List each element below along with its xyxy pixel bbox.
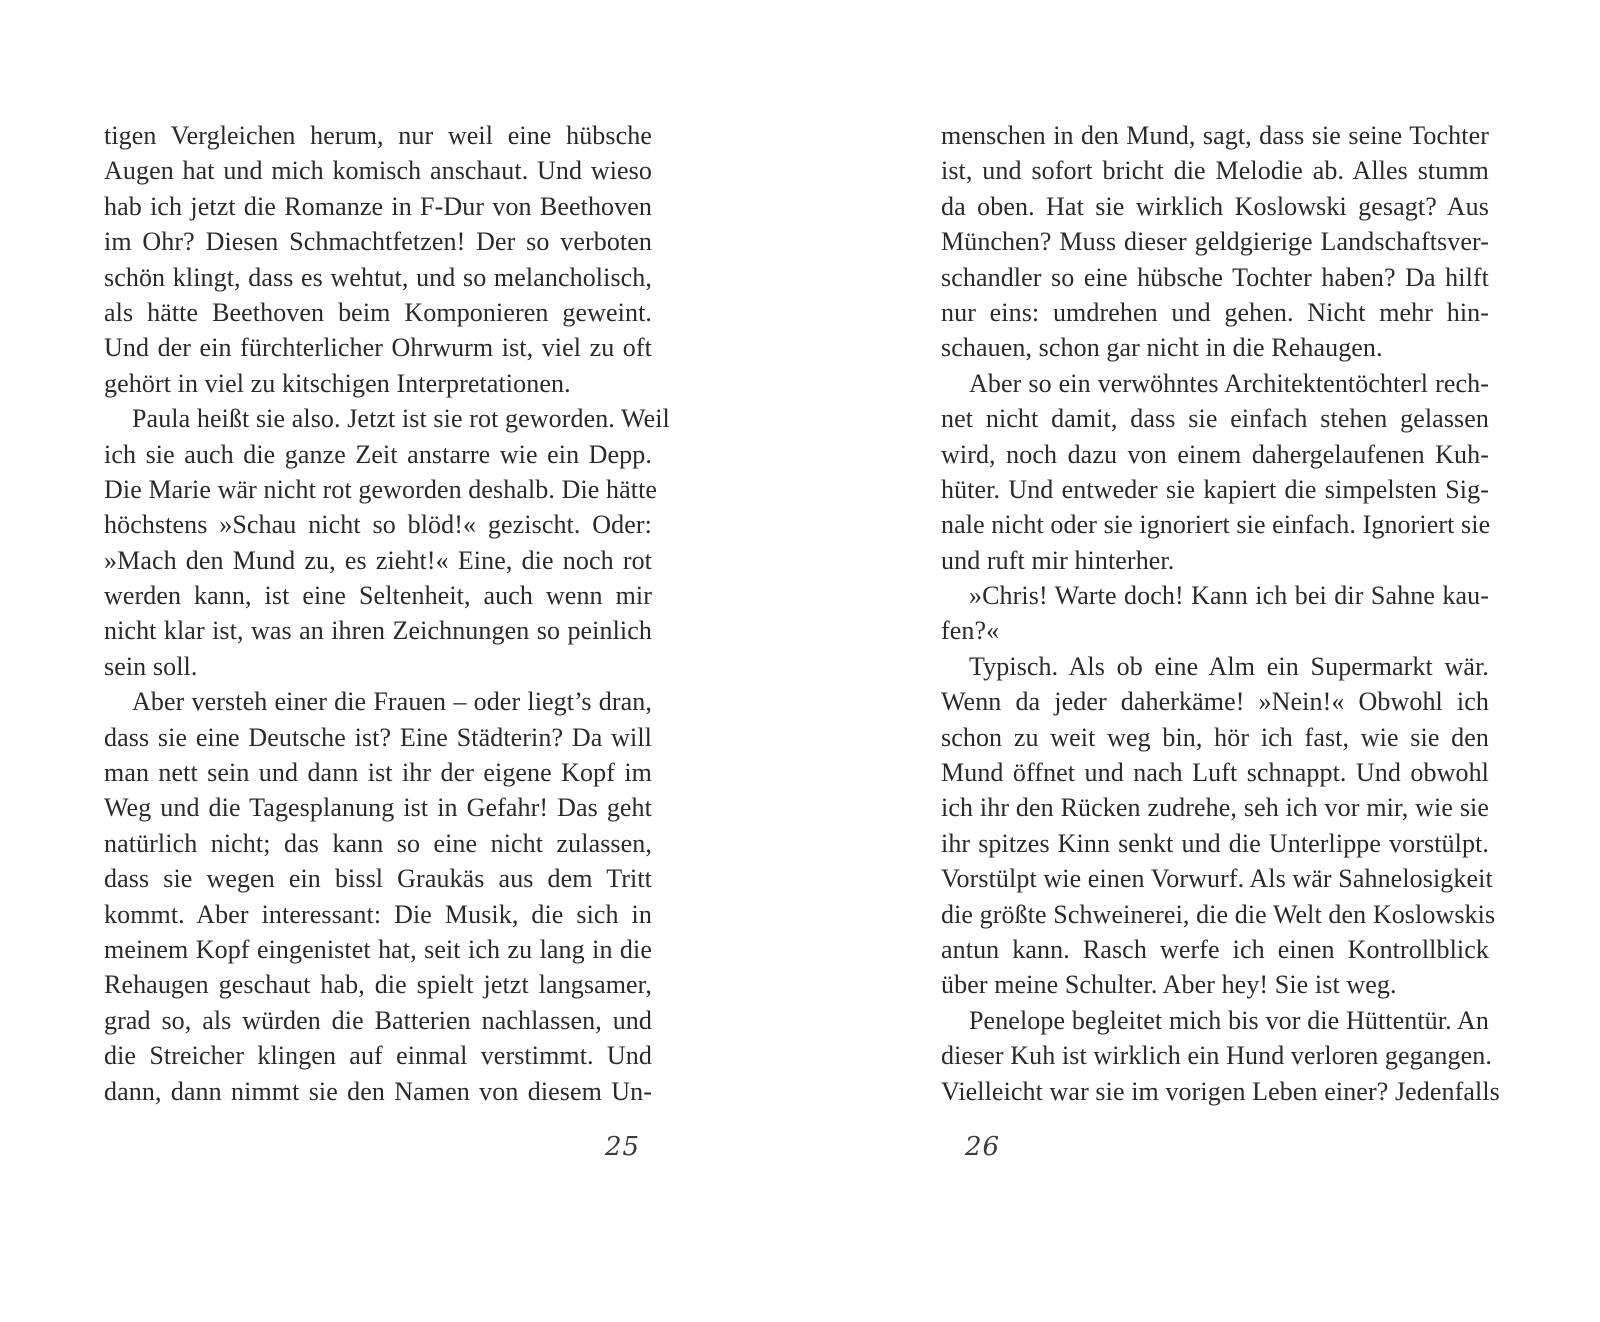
text-line: die größte Schweinerei, die die Welt den Koslowskis bbox=[941, 899, 1496, 929]
text-line: kommt. Aber interessant: Die Musik, die sich in bbox=[104, 899, 652, 929]
text-line: München? Muss dieser geldgierige Landschaftsver- bbox=[941, 227, 1489, 257]
text-line: hüter. Und entweder sie kapiert die simpelsten Sig- bbox=[941, 474, 1489, 504]
text-line: Penelope begleitet mich bis vor die Hüttentür. An bbox=[969, 1005, 1489, 1035]
right-page-text bbox=[941, 118, 1500, 1109]
text-line: ich sie auch die ganze Zeit anstarre wie ein Depp. bbox=[104, 439, 652, 469]
text-line: höchstens »Schau nicht so blöd!« gezischt. Oder: bbox=[104, 510, 652, 540]
text-line: ich ihr den Rücken zudrehe, seh ich vor mir, wie sie bbox=[941, 793, 1489, 823]
text-line: menschen in den Mund, sagt, dass sie seine Tochter bbox=[941, 121, 1489, 150]
text-line: Augen hat und mich komisch anschaut. Und wieso bbox=[104, 156, 652, 186]
text-line: und ruft mir hinterher. bbox=[941, 545, 1175, 575]
text-line: schandler so eine hübsche Tochter haben? Da hilft bbox=[941, 262, 1489, 292]
text-line: ist, und sofort bricht die Melodie ab. Alles stumm bbox=[941, 156, 1489, 186]
text-line: schauen, schon gar nicht in die Rehaugen. bbox=[941, 333, 1383, 363]
text-line: sein soll. bbox=[104, 651, 198, 681]
text-line: Paula heißt sie also. Jetzt ist sie rot geworden. Weil bbox=[132, 404, 670, 434]
text-line: Weg und die Tagesplanung ist in Gefahr! Das geht bbox=[104, 793, 652, 823]
text-line: grad so, als würden die Batterien nachlassen, und bbox=[104, 1005, 652, 1035]
text-line: Die Marie wär nicht rot geworden deshalb. Die hätte bbox=[104, 474, 658, 504]
text-line: hab ich jetzt die Romanze in F-Dur von Beethoven bbox=[104, 191, 652, 221]
text-line: man nett sein und dann ist ihr der eigene Kopf im bbox=[104, 758, 652, 788]
text-line: Typisch. Als ob eine Alm ein Supermarkt wär. bbox=[969, 651, 1489, 681]
text-line: gehört in viel zu kitschigen Interpretationen. bbox=[104, 368, 571, 398]
text-line: dann, dann nimmt sie den Namen von diesem Un- bbox=[104, 1076, 652, 1106]
text-line: ihr spitzes Kinn senkt und die Unterlippe vorstülpt. bbox=[941, 828, 1489, 858]
text-line: Aber versteh einer die Frauen – oder liegt’s dran, bbox=[132, 687, 652, 717]
text-line: schön klingt, dass es wehtut, und so melancholisch, bbox=[104, 262, 652, 292]
text-line: schon zu weit weg bin, hör ich fast, wie sie den bbox=[941, 722, 1489, 752]
text-line: fen?« bbox=[941, 616, 1000, 646]
text-line: als hätte Beethoven beim Komponieren geweint. bbox=[104, 297, 652, 327]
left-page-number: 25 bbox=[605, 1132, 641, 1162]
text-line: meinem Kopf eingenistet hat, seit ich zu lang in die bbox=[104, 934, 652, 964]
text-line: Aber so ein verwöhntes Architektentöchterl rech- bbox=[969, 368, 1489, 398]
text-line: im Ohr? Diesen Schmachtfetzen! Der so verboten bbox=[104, 227, 652, 257]
text-line: Vielleicht war sie im vorigen Leben einer? Jedenfalls bbox=[941, 1076, 1500, 1106]
left-page-text bbox=[104, 118, 670, 1109]
text-line: dass sie eine Deutsche ist? Eine Städterin? Da will bbox=[104, 722, 652, 752]
text-line: werden kann, ist eine Seltenheit, auch wenn mir bbox=[104, 581, 652, 611]
text-line: Vorstülpt wie einen Vorwurf. Als wär Sahnelosigkeit bbox=[941, 864, 1493, 894]
text-line: nur eins: umdrehen und gehen. Nicht mehr hin- bbox=[941, 297, 1489, 327]
text-line: tigen Vergleichen herum, nur weil eine hübsche bbox=[104, 121, 652, 150]
text-line: über meine Schulter. Aber hey! Sie ist weg. bbox=[941, 970, 1397, 1000]
text-line: Wenn da jeder daherkäme! »Nein!« Obwohl ich bbox=[941, 687, 1489, 717]
text-line: nicht klar ist, was an ihren Zeichnungen so peinlich bbox=[104, 616, 652, 646]
text-line: Und der ein fürchterlicher Ohrwurm ist, viel zu oft bbox=[104, 333, 652, 363]
text-line: net nicht damit, dass sie einfach stehen gelassen bbox=[941, 404, 1489, 434]
text-line: die Streicher klingen auf einmal verstimmt. Und bbox=[104, 1041, 652, 1071]
text-line: »Chris! Warte doch! Kann ich bei dir Sahne kau- bbox=[969, 581, 1489, 611]
text-line: nale nicht oder sie ignoriert sie einfach. Ignoriert sie bbox=[941, 510, 1491, 540]
text-line: dass sie wegen ein bissl Graukäs aus dem Tritt bbox=[104, 864, 652, 894]
text-line: Mund öffnet und nach Luft schnappt. Und obwohl bbox=[941, 758, 1489, 788]
text-line: da oben. Hat sie wirklich Koslowski gesagt? Aus bbox=[941, 191, 1489, 221]
right-page-number: 26 bbox=[965, 1132, 1001, 1162]
text-line: Rehaugen geschaut hab, die spielt jetzt langsamer, bbox=[104, 970, 652, 1000]
text-line: dieser Kuh ist wirklich ein Hund verloren gegangen. bbox=[941, 1041, 1492, 1071]
text-line: wird, noch dazu von einem dahergelaufenen Kuh- bbox=[941, 439, 1489, 469]
text-line: antun kann. Rasch werfe ich einen Kontrollblick bbox=[941, 934, 1489, 964]
text-line: »Mach den Mund zu, es zieht!« Eine, die noch rot bbox=[104, 545, 652, 575]
text-line: natürlich nicht; das kann so eine nicht zulassen, bbox=[104, 828, 652, 858]
